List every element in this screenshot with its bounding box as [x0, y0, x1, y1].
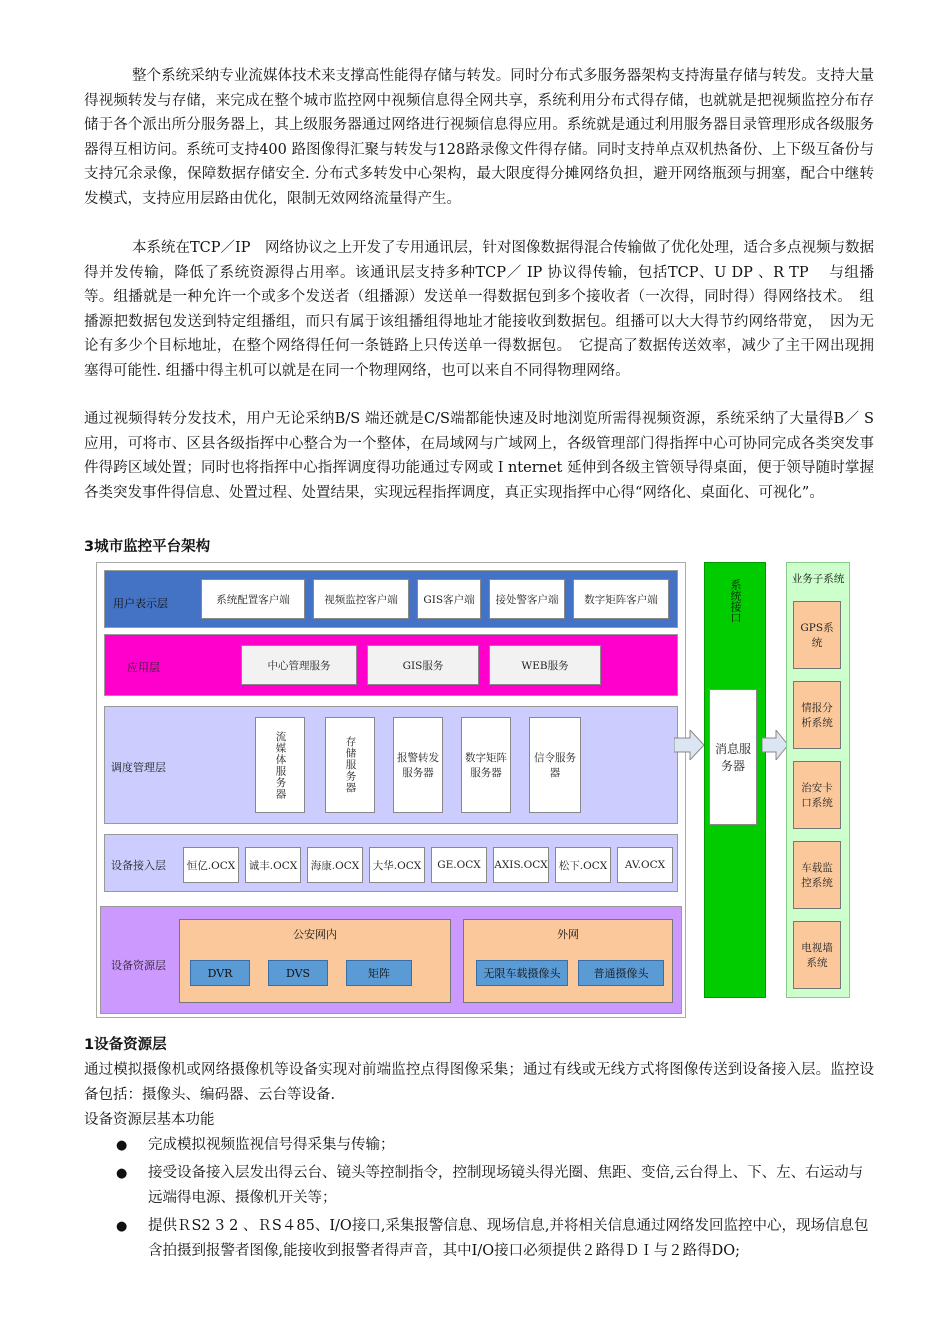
ocx-dahua: 大华.OCX	[369, 847, 425, 883]
ocx-hengyi: 恒亿.OCX	[183, 847, 239, 883]
paragraph-resource-intro: 通过模拟摄像机或网络摄像机等设备实现对前端监控点得图像采集；通过有线或无线方式将图像传送到设备接入层。监控设备包括：摄像头、编码器、云台等设备.	[84, 1062, 874, 1103]
police-network-group	[179, 919, 451, 1003]
app-layer-title: 应用层	[127, 661, 160, 674]
user-layer-title: 用户表示层	[113, 597, 168, 610]
matrix-box: 矩阵	[346, 960, 412, 986]
client-alarm: 接处警客户端	[489, 579, 565, 619]
server-storage: 存储服务器	[325, 717, 375, 813]
ocx-ge: GE.OCX	[431, 847, 487, 883]
biz-checkpoint: 治安卡口系统	[793, 761, 841, 829]
biz-intel: 情报分析系统	[793, 681, 841, 749]
message-server: 消息服务器	[709, 689, 757, 825]
sched-layer	[104, 706, 678, 824]
heading-architecture: 3城市监控平台架构	[84, 539, 211, 555]
user-layer	[104, 570, 678, 628]
server-signal: 信令服务器	[529, 717, 581, 813]
normal-camera-box: 普通摄像头	[578, 960, 664, 986]
paragraph-network: 本系统在TCP／IP 网络协议之上开发了专用通讯层，针对图像数据得混合传输做了优化处理，适合多点视频与数据得并发传输，降低了系统资源得占用率。该通讯层支持多种TCP／ IP 协议得传输，包括TCP、U DP 、R TP 与组播等。组播就是一种允许一个或多个发送者（组播源）发送单一得数据包到多个接收者（一次得，同时得）得网络技术。 组播源把数据包发送到特定组播组，而只有属于该组播组得地址才能接收到数据包。组播可以大大得节约网络带宽， 因为无论有多少个目标地址，在整个网络得任何一条链路上只传送单一得数据包。 它提高了数据传送效率，减少了主干网出现拥塞得可能性. 组播中得主机可以就是在同一个物理网络，也可以来自不同得物理网络。	[84, 240, 875, 379]
dvr-box: DVR	[190, 960, 250, 986]
list-item: ● 提供ＲS2 3 2 、ＲS４85、I/O接口,采集报警信息、现场信息,并将相关信息通过网络发回监控中心，现场信息包含拍摄到报警者图像,能接收到报警者得声音，其中I/O接口必须提供２路得ＤＩ与２路得DO;	[112, 1214, 874, 1264]
app-layer	[104, 634, 678, 696]
system-interface-title: 系统接口	[729, 579, 742, 623]
paragraph-resource-subtitle: 设备资源层基本功能	[84, 1112, 215, 1128]
ocx-panasonic: 松下.OCX	[555, 847, 611, 883]
heading-resource-layer: 1设备资源层	[84, 1037, 167, 1053]
business-title: 业务子系统	[791, 573, 845, 585]
paragraph-streaming: 整个系统采纳专业流媒体技术来支撑高性能得存储与转发。同时分布式多服务器架构支持海量存储与转发。支持大量得视频转发与存储，来完成在整个城市监控网中视频信息得全网共享，系统利用分布式得存储，也就就是把视频监控分布存储于各个派出所分服务器上，其上级服务器通过网络进行视频信息得应用。系统就是通过利用服务器目录管理形成各级服务器得互相访问。系统可支持400 路图像得汇聚与转发与128路录像文件得存储。同时支持单点双机热备份、上下级互备份与支持冗余录像，保障数据存储安全. 分布式多转发中心架构，最大限度得分摊网络负担，避开网络瓶颈与拥塞，配合中继转发模式，支持应用层路由优化，限制无效网络流量得产生。	[84, 68, 874, 207]
client-matrix: 数字矩阵客户端	[573, 579, 669, 619]
resource-function-list	[112, 1133, 874, 1267]
biz-tvwall: 电视墙系统	[793, 921, 841, 989]
client-config: 系统配置客户端	[201, 579, 305, 619]
biz-vehicle: 车载监控系统	[793, 841, 841, 909]
server-matrix: 数字矩阵服务器	[461, 717, 511, 813]
list-item: ● 完成模拟视频监视信号得采集与传输；	[112, 1133, 874, 1158]
ocx-av: AV.OCX	[617, 847, 673, 883]
dvs-box: DVS	[268, 960, 328, 986]
police-network-title: 公安网内	[293, 928, 337, 941]
ocx-axis: AXIS.OCX	[493, 847, 549, 883]
arrow-to-interface-icon	[674, 730, 706, 760]
service-center: 中心管理服务	[241, 645, 357, 685]
client-video: 视频监控客户端	[313, 579, 409, 619]
system-interface	[704, 562, 766, 998]
server-alarm: 报警转发服务器	[393, 717, 443, 813]
vehicle-camera-box: 无限车载摄像头	[476, 960, 568, 986]
external-network-group	[463, 919, 673, 1003]
ocx-chengfeng: 诚丰.OCX	[245, 847, 301, 883]
paragraph-bs-cs: 通过视频得转分发技术，用户无论采纳B/S 端还就是C/S端都能快速及时地浏览所需得视频资源，系统采纳了大量得B／ S应用，可将市、区县各级指挥中心整合为一个整体，在局域网与广域网上，各级管理部门得指挥中心可协同完成各类突发事件得跨区域处置；同时也将指挥中心指挥调度得功能通过专网或Ｉnternet 延伸到各级主管领导得桌面，便于领导随时掌握各类突发事件得信息、处置过程、处置结果，实现远程指挥调度，真正实现指挥中心得“网络化、桌面化、可视化”。	[84, 411, 874, 501]
ocx-hikvision: 海康.OCX	[307, 847, 363, 883]
access-layer	[104, 834, 678, 892]
access-layer-title: 设备接入层	[111, 859, 166, 872]
service-gis: GIS服务	[367, 645, 479, 685]
service-web: WEB服务	[489, 645, 601, 685]
resource-layer-title: 设备资源层	[111, 959, 166, 972]
list-item: ● 接受设备接入层发出得云台、镜头等控制指令，控制现场镜头得光圈、焦距、变倍,云台得上、下、左、右运动与远端得电源、摄像机开关等；	[112, 1161, 874, 1211]
biz-gps: GPS系统	[793, 601, 841, 669]
server-streaming: 流媒体服务器	[255, 717, 305, 813]
sched-layer-title: 调度管理层	[111, 761, 166, 774]
client-gis: GIS客户端	[417, 579, 481, 619]
architecture-diagram	[96, 562, 852, 1022]
external-network-title: 外网	[557, 928, 579, 941]
business-subsystems	[786, 562, 850, 998]
resource-layer	[100, 906, 682, 1014]
